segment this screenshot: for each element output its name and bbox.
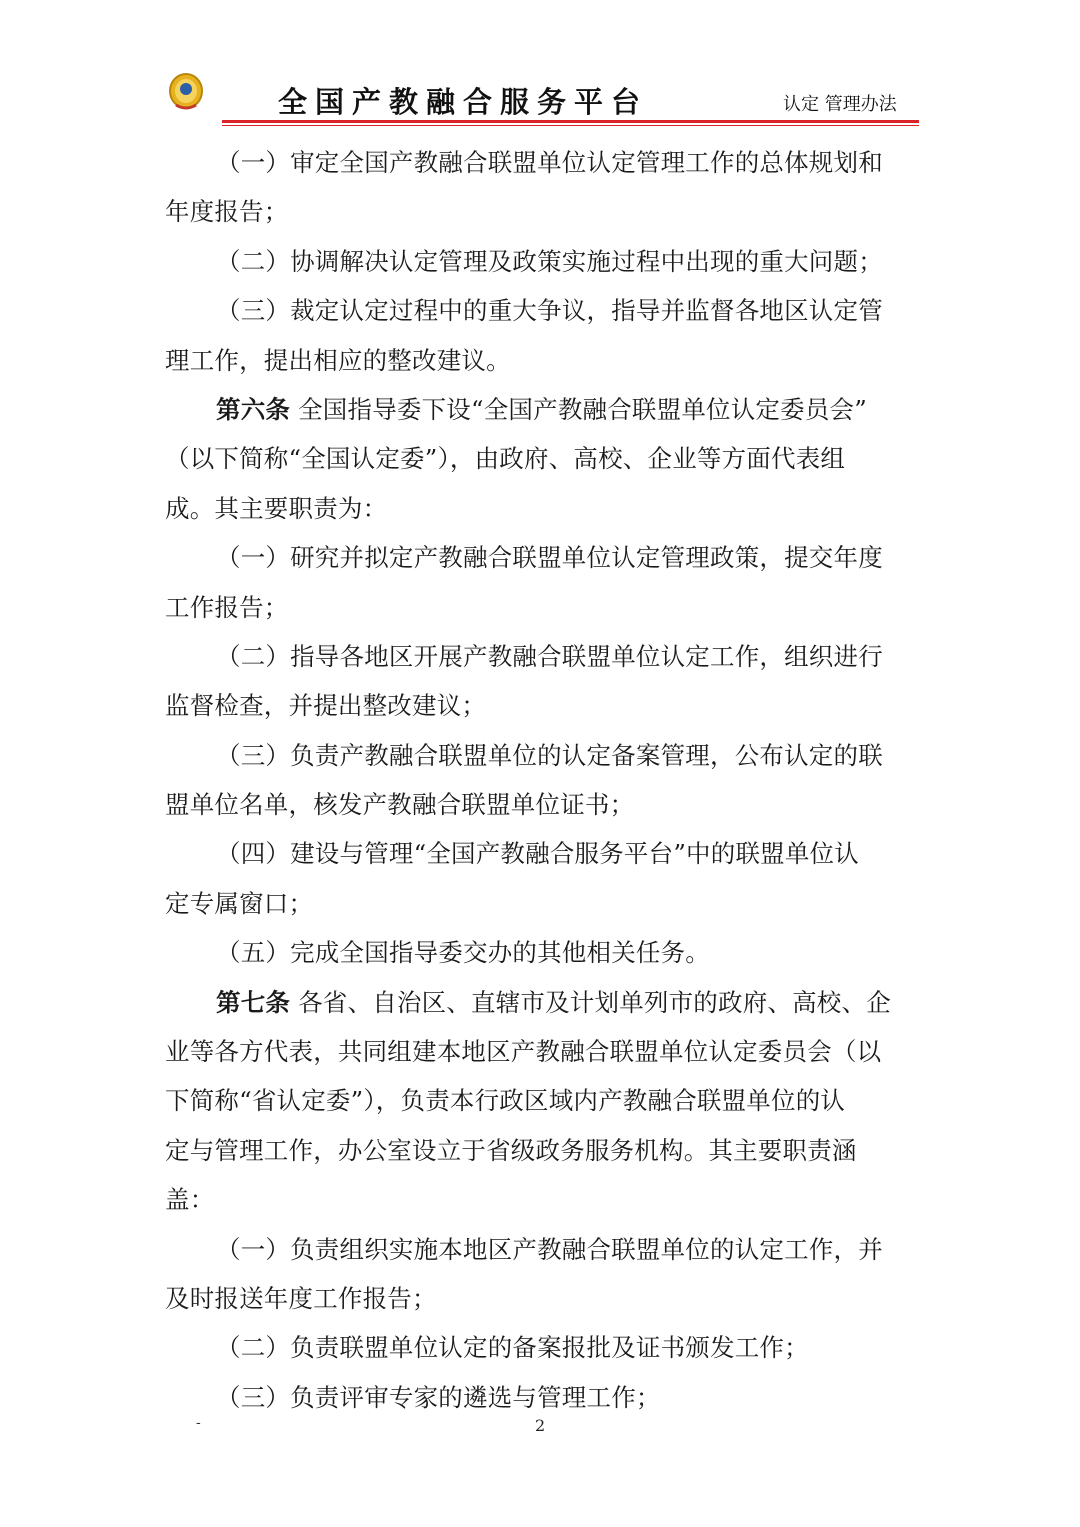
line-text: （以下简称“全国认定委”），由政府、高校、企业等方面代表组 (165, 444, 846, 474)
text-line (165, 978, 903, 1027)
line-text: （五）完成全国指导委交办的其他相关任务。 (216, 938, 710, 968)
text-line (165, 237, 903, 286)
line-text: （二）负责联盟单位认定的备案报批及证书颁发工作； (216, 1333, 809, 1363)
text-line (165, 681, 903, 730)
line-text: （三）负责评审专家的遴选与管理工作； (216, 1382, 661, 1412)
line-text: （一）研究并拟定产教融合联盟单位认定管理政策，提交年度 (216, 543, 883, 573)
line-text: 下简称“省认定委”），负责本行政区域内产教融合联盟单位的认 (165, 1086, 846, 1116)
header-rule-thin (222, 125, 919, 126)
line-text: （一）审定全国产教融合联盟单位认定管理工作的总体规划和 (216, 148, 883, 177)
line-text: 定专属窗口； (165, 888, 314, 918)
line-text: 业等各方代表，共同组建本地区产教融合联盟单位认定委员会（以 (165, 1037, 882, 1067)
line-text: （四）建设与管理“全国产教融合服务平台”中的联盟单位认 (216, 839, 859, 869)
text-line (165, 632, 903, 681)
line-text: （二）协调解决认定管理及政策实施过程中出现的重大问题； (216, 246, 883, 276)
article-heading: 第六条 (216, 394, 291, 424)
text-line (165, 731, 903, 780)
line-text: 盟单位名单，核发产教融合联盟单位证书； (165, 790, 635, 820)
document-body (165, 138, 903, 1422)
line-text: 年度报告； (165, 197, 289, 227)
text-line (165, 1027, 903, 1076)
article-heading: 第七条 (216, 987, 291, 1017)
text-line (165, 533, 903, 582)
header-rule (222, 120, 919, 123)
line-text: （三）负责产教融合联盟单位的认定备案管理，公布认定的联 (216, 740, 883, 770)
line-text: 监督检查，并提出整改建议； (165, 691, 487, 721)
text-line (165, 1323, 903, 1372)
emblem-icon (168, 72, 204, 112)
line-text: 成。其主要职责为： (165, 493, 388, 523)
text-line (165, 829, 903, 878)
line-text: 工作报告； (165, 592, 289, 622)
line-text: （二）指导各地区开展产教融合联盟单位认定工作，组织进行 (216, 641, 883, 671)
line-text: 全国指导委下设“全国产教融合联盟单位认定委员会” (290, 394, 867, 424)
line-text: 各省、自治区、直辖市及计划单列市的政府、高校、企 (290, 987, 891, 1017)
text-line (165, 484, 903, 533)
page-header (0, 0, 1080, 130)
line-text: 盖： (165, 1185, 215, 1215)
text-line (165, 187, 903, 236)
text-line (165, 780, 903, 829)
footer-mark: - (196, 1415, 201, 1431)
text-line (165, 138, 903, 187)
text-line (165, 385, 903, 434)
text-line (165, 286, 903, 335)
line-text: （一）负责组织实施本地区产教融合联盟单位的认定工作，并 (216, 1234, 883, 1264)
text-line (165, 1225, 903, 1274)
line-text: 及时报送年度工作报告； (165, 1283, 437, 1313)
text-line (165, 1274, 903, 1323)
text-line (165, 434, 903, 483)
text-line (165, 583, 903, 632)
text-line (165, 1175, 903, 1224)
text-line (165, 1126, 903, 1175)
text-line (165, 1373, 903, 1422)
line-text: （三）裁定认定过程中的重大争议，指导并监督各地区认定管 (216, 296, 883, 326)
header-title: 全国产教融合服务平台 (278, 85, 649, 119)
text-line (165, 928, 903, 977)
text-line (165, 336, 903, 385)
text-line (165, 1076, 903, 1125)
header-subtitle: 认定 管理办法 (783, 94, 897, 115)
line-text: 理工作，提出相应的整改建议。 (165, 345, 511, 375)
text-line (165, 879, 903, 928)
line-text: 定与管理工作，办公室设立于省级政务服务机构。其主要职责涵 (165, 1135, 857, 1165)
page-number: 2 (535, 1416, 546, 1435)
